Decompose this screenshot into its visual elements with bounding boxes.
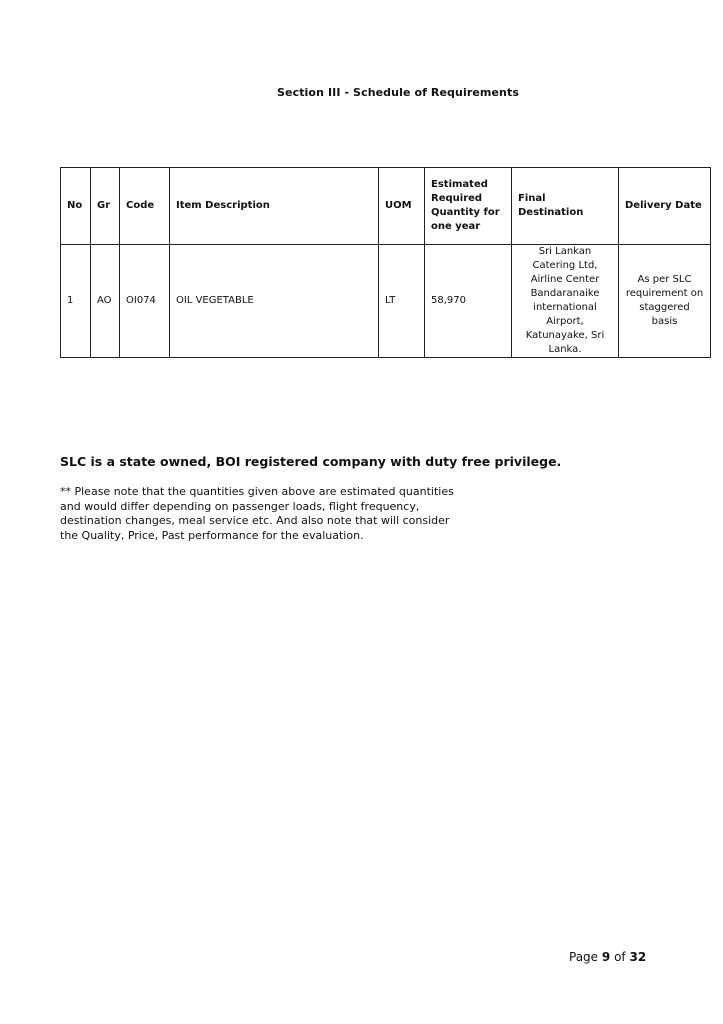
table-header-row bbox=[61, 168, 711, 245]
cell-uom: LT bbox=[379, 245, 425, 358]
notice-body: ** Please note that the quantities given above are estimated quantities and would differ depending on passenger loads, flight frequency, destination changes, meal service etc. And also note that will consider the Quality, Price, Past performance for the evaluation. bbox=[60, 485, 454, 542]
header-item-description: Item Description bbox=[170, 168, 379, 245]
page-of: of bbox=[614, 950, 626, 964]
cell-no: 1 bbox=[61, 245, 91, 358]
header-gr: Gr bbox=[91, 168, 120, 245]
cell-final-destination: Sri Lankan Catering Ltd, Airline Center Bandaranaike international Airport, Katunayake, Sri Lanka. bbox=[512, 245, 619, 358]
header-no: No bbox=[61, 168, 91, 245]
header-estimated-quantity: Estimated Required Quantity for one year bbox=[425, 168, 512, 245]
page-label: Page bbox=[569, 950, 599, 964]
cell-gr: AO bbox=[91, 245, 120, 358]
cell-delivery-date: As per SLC requirement on staggered basis bbox=[619, 245, 711, 358]
section-title: Section III - Schedule of Requirements bbox=[277, 86, 519, 99]
requirements-table bbox=[60, 167, 711, 358]
cell-item-description: OIL VEGETABLE bbox=[170, 245, 379, 358]
header-uom: UOM bbox=[379, 168, 425, 245]
page-current: 9 bbox=[601, 950, 611, 964]
cell-code: OI074 bbox=[120, 245, 170, 358]
header-final-destination: Final Destination bbox=[512, 168, 619, 245]
notice-heading: SLC is a state owned, BOI registered company with duty free privilege. bbox=[60, 454, 562, 469]
page-total: 32 bbox=[629, 950, 647, 964]
table-row bbox=[61, 245, 711, 358]
header-code: Code bbox=[120, 168, 170, 245]
cell-estimated-quantity: 58,970 bbox=[425, 245, 512, 358]
header-delivery-date: Delivery Date bbox=[619, 168, 711, 245]
page-number bbox=[569, 950, 646, 964]
